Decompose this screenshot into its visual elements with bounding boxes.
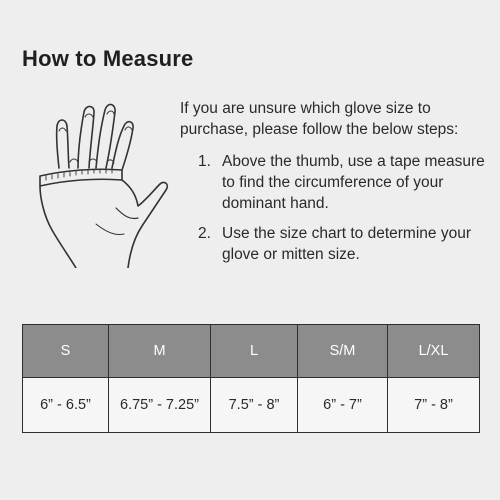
step-text: Above the thumb, use a tape measure to find the circumference of your dominant hand. [222, 153, 485, 212]
steps-list [198, 151, 493, 274]
size-header-s-m: S/M [298, 325, 388, 378]
page-title: How to Measure [22, 46, 194, 71]
size-header-l: L [211, 325, 298, 378]
hand-measuring-tape-icon [26, 98, 176, 268]
size-value-m: 6.75” - 7.25” [109, 378, 211, 433]
size-header-l-xl: L/XL [388, 325, 480, 378]
size-chart-table [22, 324, 480, 433]
list-item [198, 223, 493, 265]
size-value-s-m: 6” - 7” [298, 378, 388, 433]
list-item [198, 151, 493, 214]
intro-text: If you are unsure which glove size to purchase, please follow the below steps: [180, 100, 459, 138]
size-header-s: S [23, 325, 109, 378]
size-value-l-xl: 7” - 8” [388, 378, 480, 433]
step-text: Use the size chart to determine your glove or mitten size. [222, 225, 471, 263]
table-row [23, 378, 480, 433]
size-header-m: M [109, 325, 211, 378]
size-value-s: 6” - 6.5” [23, 378, 109, 433]
step-number: 1. [198, 153, 211, 170]
table-header-row [23, 325, 480, 378]
step-number: 2. [198, 225, 211, 242]
size-value-l: 7.5” - 8” [211, 378, 298, 433]
